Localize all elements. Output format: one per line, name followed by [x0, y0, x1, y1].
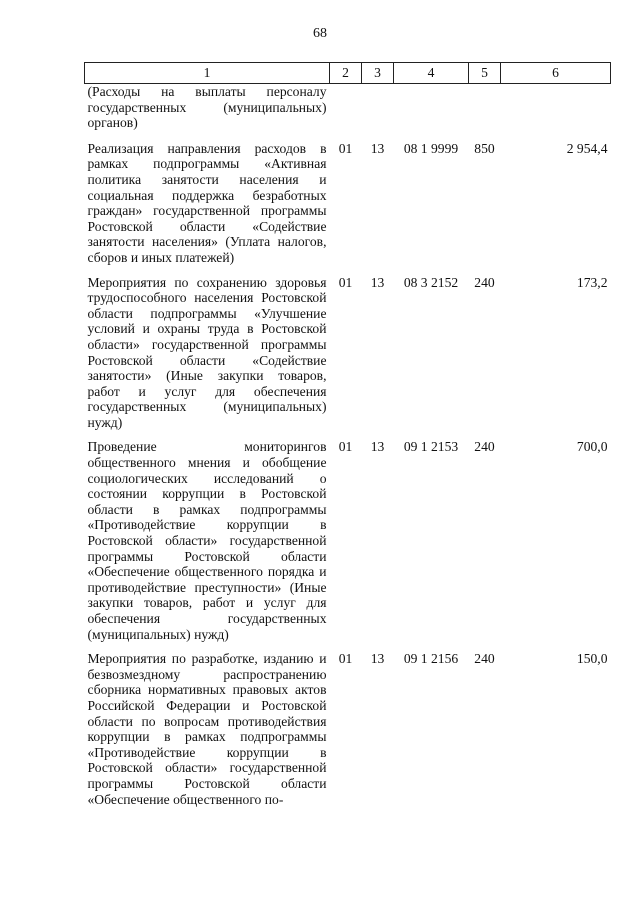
row-description: Мероприятия по разработке, изданию и безвозмездному распространению сборника нормативных правовых актов Российской Федерации и Ростовской области по вопросам противодействия коррупции в рамках подпрограммы «Противодействие коррупции в Ростовской области» государственной программы Ростовской области «Обеспечение общественного по- — [87, 651, 327, 807]
row-section-code: 01 — [338, 651, 353, 667]
table-row — [85, 439, 611, 651]
column-header-6: 6 — [501, 63, 611, 84]
column-header-4: 4 — [394, 63, 469, 84]
table-row — [85, 141, 611, 275]
page-number: 68 — [313, 26, 327, 41]
row-target-article-code: 08 1 9999 — [403, 140, 459, 156]
table-header-row — [85, 63, 611, 84]
column-header-5: 5 — [469, 63, 501, 84]
row-subsection-code: 13 — [370, 439, 385, 455]
row-expense-type-code: 240 — [474, 651, 495, 667]
row-amount: 150,0 — [576, 651, 608, 667]
row-section-code: 01 — [338, 140, 353, 156]
row-description: Проведение мониторингов общественного мнения и обобщение социологических исследований о состоянии коррупции в Ростовской области в рамках подпрограммы «Противодействие коррупции в Ростовской области» государственной программы Ростовской области «Обеспечение общественного порядка и противодействие преступности» (Иные закупки товаров, работ и услуг для обеспечения государственных (муниципальных) нужд) — [87, 439, 327, 642]
continuation-description: (Расходы на выплаты персоналу государственных (муниципальных) органов) — [87, 84, 327, 131]
row-amount: 2 954,4 — [566, 140, 608, 156]
row-expense-type-code: 850 — [474, 140, 495, 156]
row-expense-type-code: 240 — [474, 439, 495, 455]
row-amount: 173,2 — [576, 274, 608, 290]
row-amount: 700,0 — [576, 439, 608, 455]
budget-table — [84, 62, 611, 816]
row-target-article-code: 08 3 2152 — [403, 274, 459, 290]
column-header-3: 3 — [362, 63, 394, 84]
row-subsection-code: 13 — [370, 651, 385, 667]
row-target-article-code: 09 1 2156 — [403, 651, 459, 667]
table-row — [85, 275, 611, 440]
column-header-2: 2 — [330, 63, 362, 84]
row-subsection-code: 13 — [370, 140, 385, 156]
row-target-article-code: 09 1 2153 — [403, 439, 459, 455]
row-description: Реализация направления расходов в рамках подпрограммы «Активная политика занятости населения и социальная поддержка безработных граждан» государственной программы Ростовской области «Содействие занятости населения» (Уплата налогов, сборов и иных платежей) — [87, 140, 327, 265]
row-section-code: 01 — [338, 439, 353, 455]
row-section-code: 01 — [338, 274, 353, 290]
row-subsection-code: 13 — [370, 274, 385, 290]
table-row — [85, 651, 611, 816]
row-expense-type-code: 240 — [474, 274, 495, 290]
table-row-continuation — [85, 84, 611, 141]
column-header-1: 1 — [85, 63, 330, 84]
row-description: Мероприятия по сохранению здоровья трудоспособного населения Ростовской области подпрограммы «Улучшение условий и охраны труда в Ростовской области» государственной программы Ростовской области «Содействие занятости» (Иные закупки товаров, работ и услуг для обеспечения государственных (муниципальных) нужд) — [87, 274, 327, 430]
